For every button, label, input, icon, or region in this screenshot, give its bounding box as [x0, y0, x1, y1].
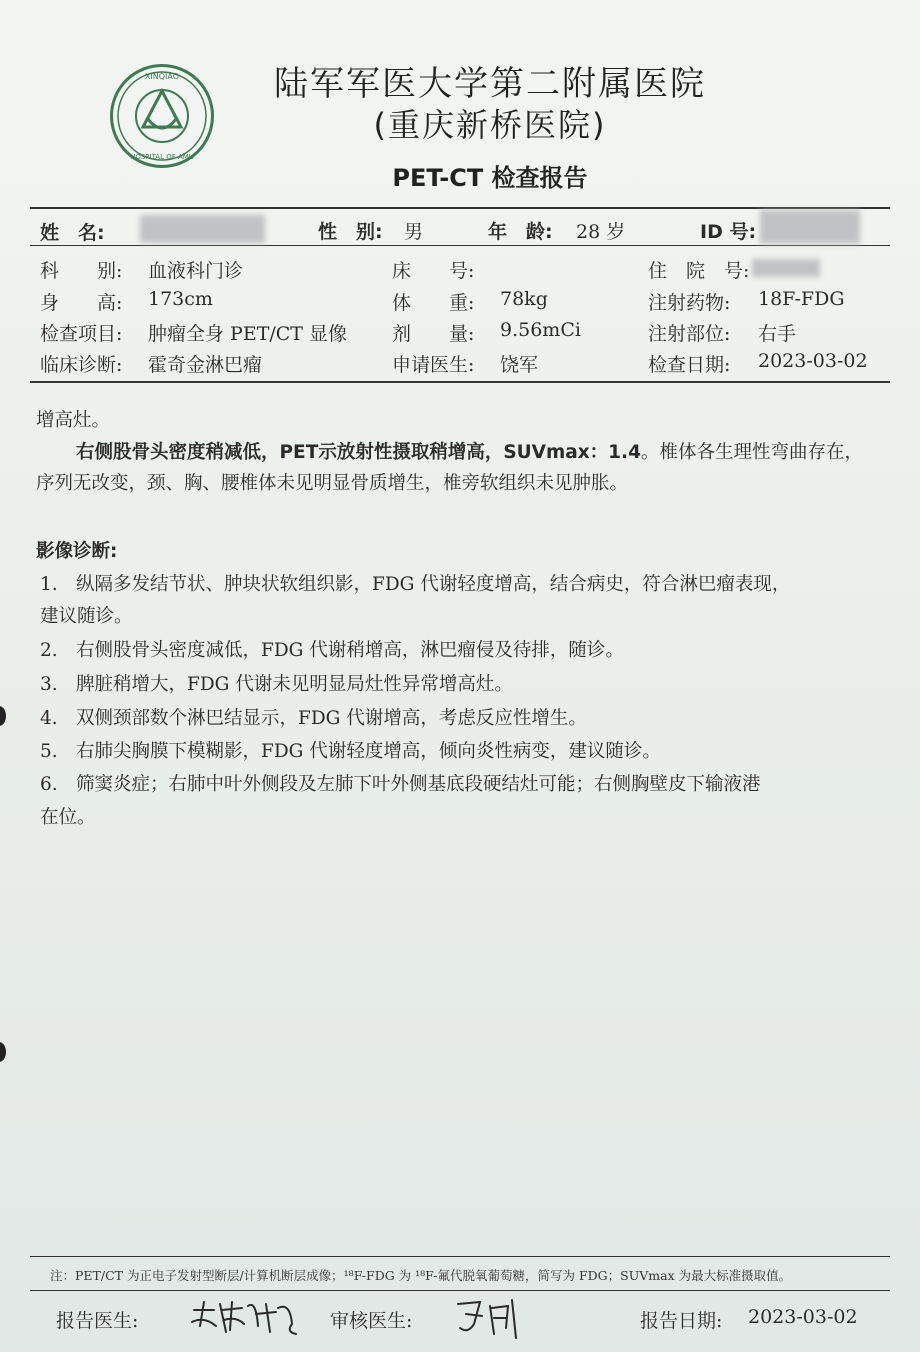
date-value: 2023-03-02 — [758, 350, 868, 372]
exam-label: 检查项目: — [40, 323, 123, 345]
report-date-value: 2023-03-02 — [748, 1306, 858, 1328]
header-rule-top — [30, 207, 890, 209]
redacted-id — [760, 210, 860, 244]
diagnosis-item — [40, 735, 892, 768]
drug-value: 18F-FDG — [758, 288, 845, 310]
diagnosis-text: 筛窦炎症；右肺中叶外侧段及左肺下叶外侧基底段硬结灶可能；右侧胸壁皮下输液港 — [76, 774, 761, 795]
doctor-value: 饶军 — [500, 354, 539, 376]
age-value: 28 岁 — [576, 221, 626, 243]
height-label: 身 高: — [40, 292, 123, 314]
doctor-label: 申请医生: — [392, 354, 475, 376]
findings-line-2: 序列无改变，颈、胸、腰椎体未见明显骨质增生，椎旁软组织未见肿胀。 — [36, 473, 629, 494]
dept-value: 血液科门诊 — [148, 260, 244, 282]
weight-label: 体 重: — [392, 292, 475, 314]
diagnosis-item — [40, 702, 892, 735]
diagnosis-num: 4. — [40, 708, 58, 729]
findings-line-1 — [36, 436, 888, 469]
findings-line-0: 增高灶。 — [36, 410, 111, 431]
height-value: 173cm — [148, 288, 213, 310]
site-label: 注射部位: — [648, 323, 731, 345]
svg-text:XINQIAO: XINQIAO — [144, 72, 180, 81]
age-label: 年 龄: — [488, 221, 553, 243]
report-doctor-signature — [186, 1296, 306, 1340]
diagnosis-text: 脾脏稍增大，FDG 代谢未见明显局灶性异常增高灶。 — [76, 674, 513, 695]
name-label: 姓 名: — [40, 222, 105, 244]
diagnosis-text: 纵隔多发结节状、肿块状软组织影，FDG 代谢轻度增高，结合病史，符合淋巴瘤表现， — [76, 574, 791, 595]
dose-value: 9.56mCi — [500, 319, 581, 341]
diagnosis-num: 3. — [40, 674, 58, 695]
diagnosis-num: 1. — [40, 574, 58, 595]
report-date-label: 报告日期: — [640, 1310, 723, 1332]
diagnosis-num: 6. — [40, 774, 58, 795]
diagnosis-heading: 影像诊断: — [36, 541, 118, 562]
hospital-logo — [110, 64, 214, 168]
id-label: ID 号: — [700, 221, 757, 243]
reviewer-label: 审核医生: — [330, 1310, 413, 1332]
footer-rule-top — [30, 1256, 890, 1257]
gender-value: 男 — [404, 221, 424, 243]
gender-label: 性 别: — [318, 221, 383, 243]
redacted-name — [140, 215, 265, 243]
patient-rule — [30, 381, 890, 383]
weight-value: 78kg — [500, 288, 548, 310]
diag-label: 临床诊断: — [40, 354, 123, 376]
report-doctor-label: 报告医生: — [56, 1310, 139, 1332]
diagnosis-continuation: 在位。 — [40, 807, 96, 828]
dept-label: 科 别: — [40, 260, 123, 282]
reviewer-signature — [452, 1294, 524, 1342]
footer-note: 注：PET/CT 为正电子发射型断层/计算机断层成像；¹⁸F-FDG 为 ¹⁸F-氟代脱氧葡萄糖，简写为 FDG；SUVmax 为最大标准摄取值。 — [50, 1268, 792, 1283]
diagnosis-num: 5. — [40, 741, 58, 762]
diagnosis-item — [40, 634, 892, 667]
svg-text:HOSPITAL OF AMU: HOSPITAL OF AMU — [130, 153, 194, 161]
diagnosis-text: 右侧股骨头密度减低，FDG 代谢稍增高，淋巴瘤侵及待排，随诊。 — [76, 640, 624, 661]
footer-rule-bottom — [30, 1290, 890, 1291]
report-title: PET-CT 检查报告 — [392, 164, 588, 192]
redacted-inpatient-no — [752, 259, 820, 277]
diagnosis-text: 双侧颈部数个淋巴结显示，FDG 代谢增高，考虑反应性增生。 — [76, 708, 587, 729]
hospital-alt-name: (重庆新桥医院) — [373, 106, 607, 144]
site-value: 右手 — [758, 323, 797, 345]
diagnosis-continuation: 建议随诊。 — [40, 606, 133, 627]
date-label: 检查日期: — [648, 354, 731, 376]
diagnosis-item — [40, 668, 892, 701]
drug-label: 注射药物: — [648, 292, 731, 314]
bed-label: 床 号: — [392, 260, 475, 282]
exam-value: 肿瘤全身 PET/CT 显像 — [148, 323, 348, 345]
diagnosis-item — [40, 768, 892, 801]
findings-bold: 右侧股骨头密度稍减低，PET示放射性摄取稍增高，SUVmax：1.4 — [76, 442, 641, 463]
findings-rest: 。椎体各生理性弯曲存在， — [640, 442, 863, 463]
diagnosis-item — [40, 568, 892, 601]
diagnosis-num: 2. — [40, 640, 58, 661]
header-rule-bottom — [30, 245, 890, 246]
inpatient-label: 住 院 号: — [648, 260, 750, 282]
dose-label: 剂 量: — [392, 323, 475, 345]
diagnosis-text: 右肺尖胸膜下模糊影，FDG 代谢轻度增高，倾向炎性病变，建议随诊。 — [76, 741, 661, 762]
diag-value: 霍奇金淋巴瘤 — [148, 354, 263, 376]
hospital-name: 陆军军医大学第二附属医院 — [274, 64, 706, 104]
